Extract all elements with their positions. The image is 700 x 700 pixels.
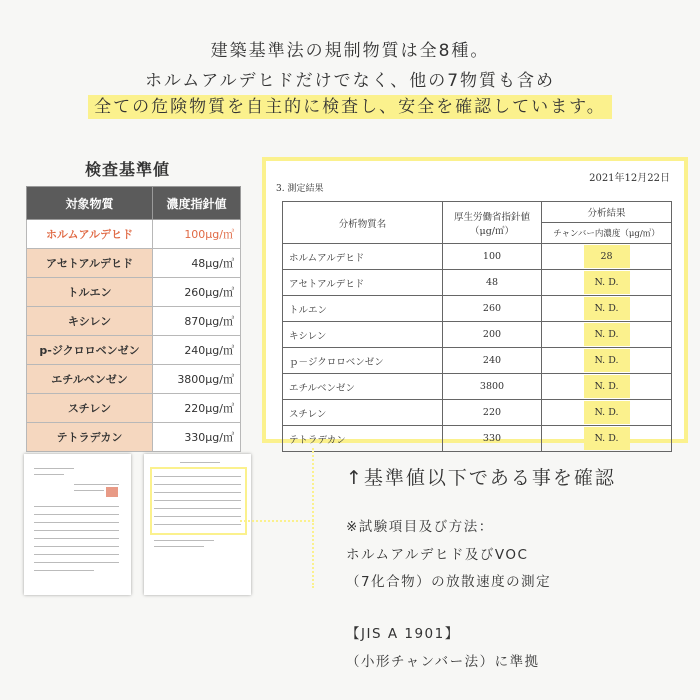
report-header-guideline-label: 厚生労働省指針値 [453, 211, 530, 223]
report-document [262, 157, 688, 446]
connector-line-horizontal [240, 520, 314, 523]
standards-title: 検査基準値 [85, 160, 171, 179]
headline-line-2: ホルムアルデヒドだけでなく、他の7物質も含め [144, 71, 556, 91]
note-line-2: ホルムアルデヒド及びVOC [346, 547, 529, 563]
note-line-3: （7化合物）の放散速度の測定 [346, 574, 552, 590]
report-row [283, 374, 672, 400]
confirm-message: ↑基準値以下である事を確認 [346, 467, 616, 489]
report-header-result: 分析結果 [542, 202, 672, 223]
report-result-cell [542, 374, 672, 400]
standards-row [27, 336, 241, 365]
standards-header-guideline: 濃度指針値 [153, 187, 241, 220]
report-guideline: 220 [443, 400, 542, 426]
note-line-1: ※試験項目及び方法： [346, 519, 494, 535]
report-guideline: 200 [443, 322, 542, 348]
standards-value: 220μg/㎥ [153, 394, 241, 423]
standards-table [26, 186, 241, 452]
report-row [283, 244, 672, 270]
standards-value: 100μg/㎥ [153, 220, 241, 249]
report-row [283, 296, 672, 322]
report-results-thumbnail [144, 454, 251, 595]
report-substance: ｐ－ジクロロベンゼン [283, 348, 443, 374]
report-result-cell [542, 244, 672, 270]
standards-value: 48μg/㎥ [153, 249, 241, 278]
standards-row [27, 249, 241, 278]
report-header-guideline [443, 202, 542, 244]
report-guideline: 100 [443, 244, 542, 270]
standards-row [27, 307, 241, 336]
report-result: N. D. [584, 297, 630, 320]
report-result: 28 [584, 245, 630, 268]
report-result-cell [542, 348, 672, 374]
report-result: N. D. [584, 271, 630, 294]
report-header-guideline-unit: （μg/㎥） [470, 225, 514, 237]
report-guideline: 260 [443, 296, 542, 322]
note-line-4: 【JIS A 1901】 [346, 626, 460, 642]
report-result: N. D. [584, 401, 630, 424]
report-substance: エチルベンゼン [283, 374, 443, 400]
report-result-cell [542, 270, 672, 296]
report-substance: アセトアルデヒド [283, 270, 443, 296]
standards-substance: p-ジクロロベンゼン [27, 336, 153, 365]
report-cover-thumbnail [24, 454, 131, 595]
standards-value: 870μg/㎥ [153, 307, 241, 336]
report-result-cell [542, 322, 672, 348]
standards-row [27, 220, 241, 249]
standards-row [27, 278, 241, 307]
stamp-icon [106, 487, 118, 497]
report-result: N. D. [584, 427, 630, 450]
report-header-substance: 分析物質名 [283, 202, 443, 244]
report-result-cell [542, 426, 672, 452]
report-substance: スチレン [283, 400, 443, 426]
report-result: N. D. [584, 323, 630, 346]
report-substance: キシレン [283, 322, 443, 348]
headline-line-3 [0, 92, 700, 117]
headline-line-1: 建築基準法の規制物質は全8種。 [210, 41, 490, 61]
standards-substance: エチルベンゼン [27, 365, 153, 394]
standards-substance: キシレン [27, 307, 153, 336]
headline-highlight: 全ての危険物質を自主的に検査し、安全を確認しています。 [88, 95, 612, 119]
standards-value: 330μg/㎥ [153, 423, 241, 452]
report-result-cell [542, 400, 672, 426]
standards-value: 3800μg/㎥ [153, 365, 241, 394]
standards-row [27, 394, 241, 423]
standards-value: 260μg/㎥ [153, 278, 241, 307]
report-substance: テトラデカン [283, 426, 443, 452]
standards-header-substance: 対象物質 [27, 187, 153, 220]
report-row [283, 400, 672, 426]
report-row [283, 322, 672, 348]
report-guideline: 3800 [443, 374, 542, 400]
standards-substance: ホルムアルデヒド [27, 220, 153, 249]
standards-value: 240μg/㎥ [153, 336, 241, 365]
standards-substance: トルエン [27, 278, 153, 307]
report-substance: ホルムアルデヒド [283, 244, 443, 270]
report-result: N. D. [584, 349, 630, 372]
report-result: N. D. [584, 375, 630, 398]
report-date: 2021年12月22日 [589, 173, 670, 184]
report-header-result-sub: チャンバー内濃度（μg/㎥） [542, 223, 672, 244]
report-result-cell [542, 296, 672, 322]
standards-substance: アセトアルデヒド [27, 249, 153, 278]
standards-row [27, 365, 241, 394]
report-substance: トルエン [283, 296, 443, 322]
connector-line [312, 448, 315, 588]
report-guideline: 48 [443, 270, 542, 296]
note-line-5: （小形チャンバー法）に準拠 [346, 654, 540, 670]
report-table [282, 201, 672, 452]
standards-row [27, 423, 241, 452]
report-section: 3. 測定結果 [276, 184, 324, 194]
report-guideline: 330 [443, 426, 542, 452]
standards-substance: スチレン [27, 394, 153, 423]
report-guideline: 240 [443, 348, 542, 374]
report-row [283, 348, 672, 374]
standards-substance: テトラデカン [27, 423, 153, 452]
report-row [283, 426, 672, 452]
report-row [283, 270, 672, 296]
